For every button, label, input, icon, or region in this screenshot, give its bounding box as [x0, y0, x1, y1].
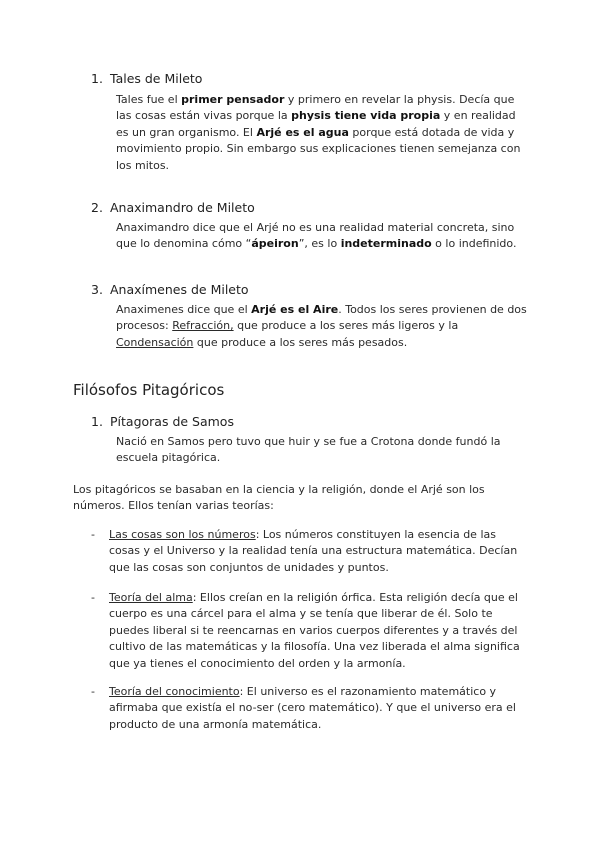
bold-text: primer pensador — [181, 93, 285, 106]
intro-paragraph: Los pitagóricos se basaban en la ciencia y la religión, donde el Arjé son los números. Ellos tenían varias teorías: — [73, 483, 485, 513]
bold-text: indeterminado — [340, 237, 432, 251]
dash-marker: - — [91, 685, 95, 698]
heading-pitagoras — [91, 414, 234, 429]
paragraph-pitagoras: Nació en Samos pero tuvo que huir y se fue a Crotona donde fundó la escuela pitagórica. — [116, 435, 501, 465]
item-number: 1. — [91, 71, 103, 86]
text: : Los números constituyen la esencia de las cosas y el Universo y la realidad tenía una estructura matemática. Decían que las cosas son conjuntos de unidades y puntos. — [109, 528, 518, 574]
bullet-text — [109, 590, 529, 672]
paragraph-anaximenes — [116, 302, 528, 351]
text: ”, es lo — [298, 237, 341, 251]
heading-tales — [91, 71, 202, 86]
text: que produce a los seres más pesados. — [193, 335, 408, 349]
text: Anaximenes dice que el — [116, 303, 252, 316]
item-title: Pítagoras de Samos — [110, 414, 234, 429]
item-number: 2. — [91, 200, 103, 215]
dash-marker: - — [91, 591, 95, 604]
underlined-term: Teoría del conocimiento — [109, 685, 240, 698]
text: Anaximandro dice que el Arjé no es una realidad material concreta, sino que lo denomina cómo “ — [116, 221, 515, 251]
text: . Todos los seres provienen de dos procesos: — [116, 303, 527, 333]
text: y en realidad es un gran organismo. El — [116, 109, 516, 139]
item-title: Anaxímenes de Mileto — [110, 282, 249, 297]
underlined-term: Teoría del alma — [109, 591, 193, 604]
dash-marker: - — [91, 528, 95, 541]
item-number: 3. — [91, 282, 103, 297]
section-title: Filósofos Pitagóricos — [73, 381, 225, 399]
text: porque está dotada de vida y movimiento propio. Sin embargo sus explicaciones tienen semejanza con los mitos. — [116, 125, 521, 172]
text: que produce a los seres más ligeros y la — [233, 319, 459, 333]
bold-text: physis tiene vida propia — [291, 109, 441, 123]
underlined-term: Las cosas son los números — [109, 528, 256, 541]
text: y primero en revelar la physis. Decía que las cosas están vivas porque la — [116, 93, 515, 123]
paragraph-tales — [116, 92, 528, 174]
item-title: Tales de Mileto — [110, 71, 203, 86]
item-title: Anaximandro de Mileto — [110, 200, 255, 215]
text: o lo indefinido. — [431, 237, 517, 251]
bullet-text — [109, 527, 529, 576]
text: : El universo es el razonamiento matemático y afirmaba que existía el no-ser (cero matemático). Y que el universo era el producto de una armonía matemática. — [109, 685, 516, 731]
item-number: 1. — [91, 414, 103, 429]
bold-text: Arjé es el Aire — [251, 303, 339, 316]
heading-anaximenes — [91, 282, 249, 297]
text: : Ellos creían en la religión órfica. Esta religión decía que el cuerpo es una cárcel para el alma y se tenía que liberar de él. Solo te puedes liberal si te reencarnas en varios cuerpos diferentes y a través del cultivo de las matemáticas y la filosofía. Una vez liberada el alma significa que ya tienes el conocimiento del orden y la armonía. — [109, 591, 520, 670]
heading-anaximandro — [91, 200, 255, 215]
bold-text: Arjé es el agua — [256, 125, 349, 139]
bullet-text — [109, 684, 529, 733]
paragraph-anaximandro — [116, 220, 528, 253]
bold-text: ápeiron — [251, 237, 299, 251]
underlined-term: Condensación — [116, 335, 194, 349]
underlined-term: Refracción, — [172, 319, 234, 333]
text: Tales fue el — [116, 93, 182, 106]
